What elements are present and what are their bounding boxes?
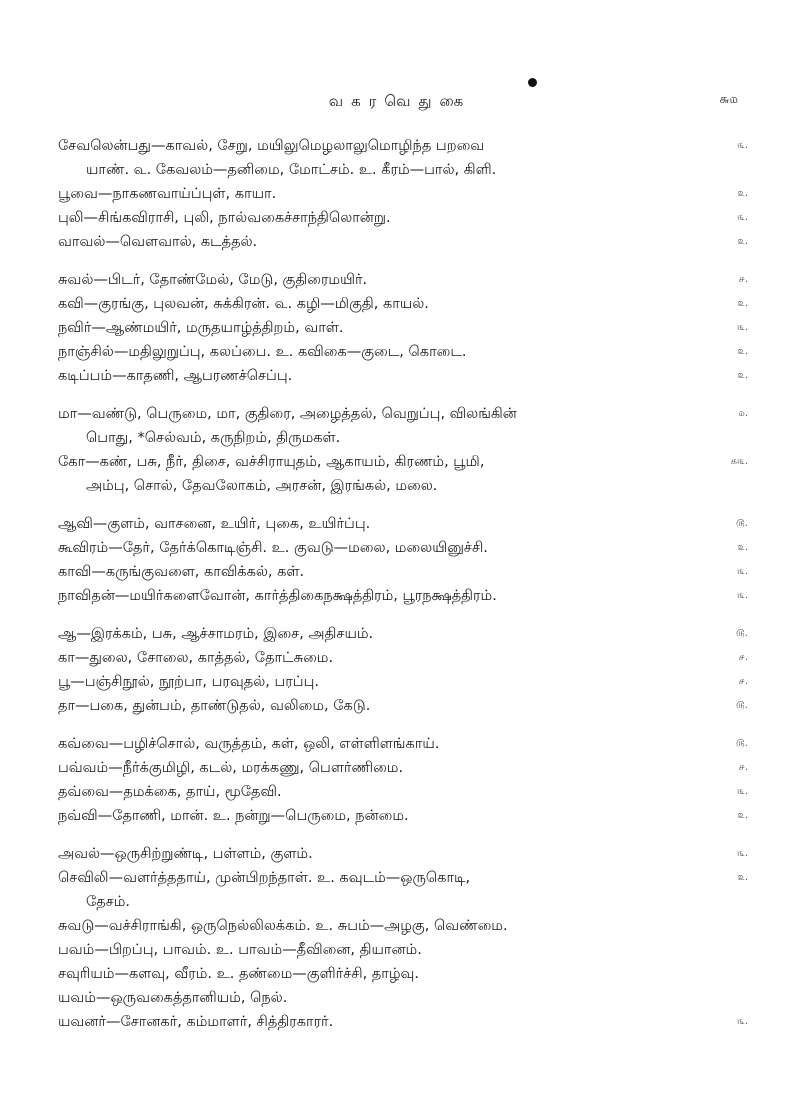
glossary-entry (58, 584, 748, 608)
entry-count: ௫. (736, 518, 748, 529)
entry-text: யவம்—ஒருவகைத்தானியம், நெல். (58, 990, 288, 1006)
glossary-entry (58, 938, 748, 962)
entry-text: கோ—கண், பசு, நீர், திசை, வச்சிராயுதம், ஆகாயம், கிரணம், பூமி, (58, 454, 485, 470)
glossary-entry (58, 560, 748, 584)
entry-count: ௨. (737, 810, 748, 821)
glossary-entry (58, 1010, 748, 1034)
glossary-entry (58, 646, 748, 670)
entry-text: பவ்வம்—நீர்க்குமிழி, கடல், மரக்கணு, பௌர்ணிமை. (58, 760, 404, 776)
glossary-entry (58, 268, 748, 292)
glossary-entry (58, 450, 748, 498)
entry-count: ௪. (738, 652, 748, 663)
glossary-entry (58, 292, 748, 316)
entry-text: சவுரியம்—களவு, வீரம். உ. தண்மை—குளிர்ச்சி, தாழ்வு. (58, 966, 419, 982)
entry-text: புலி—சிங்கவிராசி, புலி, நால்வகைச்சாந்திலொன்று. (58, 210, 391, 226)
entry-text: ஆ—இரக்கம், பசு, ஆச்சாமரம், இசை, அதிசயம். (58, 626, 374, 642)
entry-text: அவல்—ஒருசிற்றுண்டி, பள்ளம், குளம். (58, 846, 313, 862)
entry-text: தா—பகை, துன்பம், தாண்டுதல், வலிமை, கேடு. (58, 698, 371, 714)
entry-count: ௩. (737, 786, 748, 797)
entry-count: ௫. (736, 738, 748, 749)
glossary-entry (58, 780, 748, 804)
glossary-entry (58, 402, 748, 450)
entry-text: சுவல்—பிடர், தோண்மேல், மேடு, குதிரைமயிர். (58, 272, 368, 288)
glossary-entry (58, 866, 748, 914)
entry-text: யவனர்—சோனகர், கம்மாளர், சித்திரகாரர். (58, 1014, 334, 1030)
entry-text: வாவல்—வெளவால், கடத்தல். (58, 234, 258, 250)
entry-count: ௩. (737, 140, 748, 151)
entry-text: சுவடு—வச்சிராங்கி, ஒருநெல்லிலக்கம். உ. சுபம்—அழகு, வெண்மை. (58, 918, 508, 934)
entry-count: ௫. (736, 700, 748, 711)
glossary-entry (58, 340, 748, 364)
glossary-entry (58, 804, 748, 828)
entry-text: செவிலி—வளர்த்ததாய், முன்பிறந்தாள். உ. கவுடம்—ஒருகொடி, (58, 870, 471, 886)
entry-count: ௪. (738, 762, 748, 773)
entry-count: ௩. (737, 322, 748, 333)
entry-text: நாவிதன்—மயிர்களைவோன், கார்த்திகைநக்ஷத்திரம், பூரநக்ஷத்திரம். (58, 588, 497, 604)
glossary-entry (58, 230, 748, 254)
entry-count: ௪. (738, 274, 748, 285)
entry-count: ௨. (737, 188, 748, 199)
entry-count: ௪. (738, 676, 748, 687)
entry-text: கவி—குரங்கு, புலவன், சுக்கிரன். ௳. கழி—மிகுதி, காயல். (58, 296, 429, 312)
entry-text: நவிர்—ஆண்மயிர், மருதயாழ்த்திறம், வாள். (58, 320, 344, 336)
glossary-entry (58, 914, 748, 938)
entry-text: பூவை—நாகணவாய்ப்புள், காயா. (58, 186, 277, 202)
entry-count: ௧௩. (730, 456, 748, 467)
entry-continuation: யாண். ௳. கேவலம்—தனிமை, மோட்சம். உ. கீரம்—பால், கிளி. (86, 162, 497, 178)
entry-text: கடிப்பம்—காதணி, ஆபரணச்செப்பு. (58, 368, 293, 384)
entry-text: கூவிரம்—தேர், தேர்க்கொடிஞ்சி. உ. குவடு—மலை, மலையினுச்சி. (58, 540, 488, 556)
entry-text: தவ்வை—தமக்கை, தாய், மூதேவி. (58, 784, 282, 800)
entry-text: கவ்வை—பழிச்சொல், வருத்தம், கள், ஒலி, எள்ளிளங்காய். (58, 736, 440, 752)
entry-continuation: தேசம். (86, 894, 131, 910)
entry-count: ௩. (737, 566, 748, 577)
entry-text: மா—வண்டு, பெருமை, மா, குதிரை, அழைத்தல், வெறுப்பு, விலங்கின் (58, 406, 517, 422)
entry-continuation: அம்பு, சொல், தேவலோகம், அரசன், இரங்கல், மலை. (86, 478, 438, 494)
glossary-entry (58, 962, 748, 986)
entry-text: நாஞ்சில்—மதிலுறுப்பு, கலப்பை. உ. கவிகை—குடை, கொடை. (58, 344, 467, 360)
glossary-entries (58, 134, 748, 1034)
glossary-entry (58, 206, 748, 230)
entry-count: ௨. (737, 298, 748, 309)
entry-count: ௨. (737, 236, 748, 247)
entry-count: ௩. (737, 590, 748, 601)
ink-blot (528, 78, 537, 87)
entry-count: ௩. (737, 212, 748, 223)
glossary-entry (58, 842, 748, 866)
glossary-entry (58, 182, 748, 206)
page-number: ௬௰ (719, 92, 738, 107)
entry-count: ௨. (737, 872, 748, 883)
glossary-entry (58, 316, 748, 340)
entry-count: ௨. (737, 542, 748, 553)
entry-text: ஆவி—குளம், வாசனை, உயிர், புகை, உயிர்ப்பு. (58, 516, 371, 532)
glossary-entry (58, 512, 748, 536)
entry-text: பவம்—பிறப்பு, பாவம். உ. பாவம்—தீவினை, தியானம். (58, 942, 422, 958)
entry-text: காவி—கருங்குவளை, காவிக்கல், கள். (58, 564, 305, 580)
glossary-entry (58, 986, 748, 1010)
entry-count: ௩. (737, 1016, 748, 1027)
glossary-entry (58, 622, 748, 646)
entry-count: ௩. (737, 848, 748, 859)
entry-count: ௫. (736, 628, 748, 639)
entry-text: நவ்வி—தோணி, மான். உ. நன்று—பெருமை, நன்மை. (58, 808, 409, 824)
entry-text: கா—துலை, சோலை, காத்தல், தோட்சுமை. (58, 650, 334, 666)
glossary-entry (58, 364, 748, 388)
glossary-entry (58, 756, 748, 780)
glossary-entry (58, 732, 748, 756)
glossary-entry (58, 670, 748, 694)
glossary-entry (58, 134, 748, 182)
entry-text: சேவலென்பது—காவல், சேறு, மயிலுமெழலாலுமொழிந்த பறவை (58, 138, 485, 154)
entry-count: ௨. (737, 370, 748, 381)
glossary-entry (58, 694, 748, 718)
glossary-entry (58, 536, 748, 560)
entry-count: ௨. (737, 346, 748, 357)
entry-text: பூ—பஞ்சிநூல், நூற்பா, பரவுதல், பரப்பு. (58, 674, 319, 690)
entry-count: ௰. (738, 408, 748, 419)
entry-continuation: பொது, *செல்வம், கருநிறம், திருமகள். (86, 430, 341, 446)
running-title: வகரவெதுகை (328, 92, 472, 110)
